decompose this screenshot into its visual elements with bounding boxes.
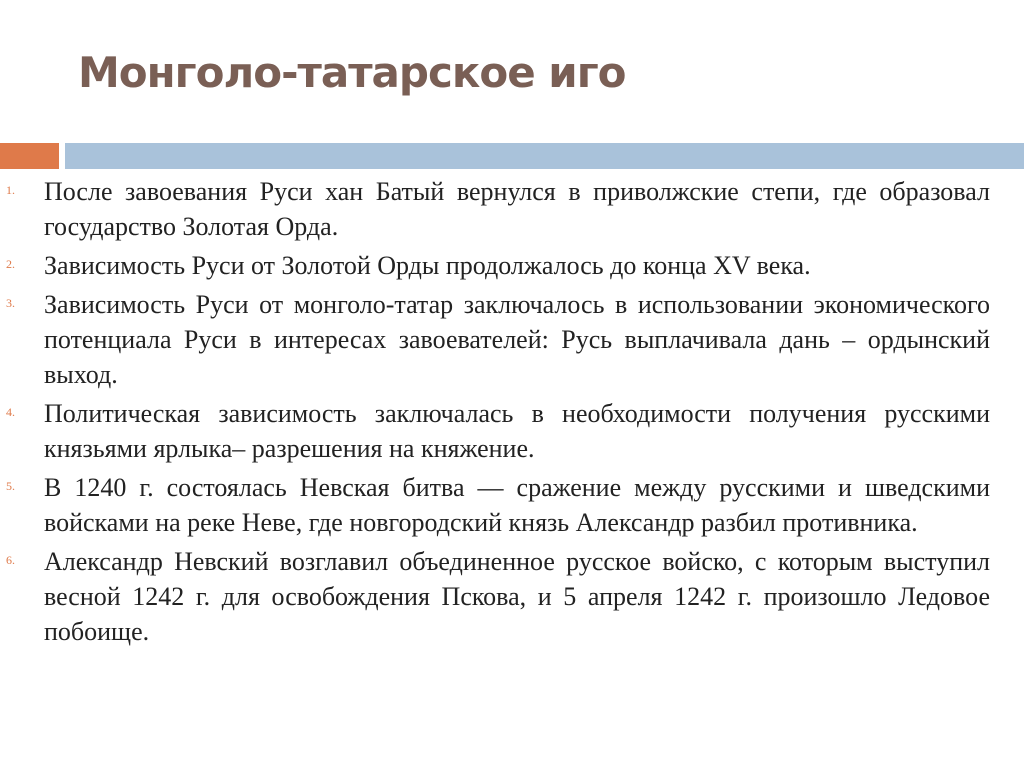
list-item — [0, 248, 990, 283]
slide-title: Монголо-татарское иго — [78, 48, 626, 97]
list-item-number: 3. — [6, 296, 15, 310]
list-item — [0, 174, 990, 244]
accent-bar-orange — [0, 143, 59, 169]
list-item — [0, 287, 990, 392]
list-item — [0, 470, 990, 540]
list-item-text: Зависимость Руси от Золотой Орды продолжалось до конца XV века. — [44, 251, 811, 280]
list-item-text: В 1240 г. состоялась Невская битва — сражение между русскими и шведскими войсками на реке Неве, где новгородский князь Александр разбил противника. — [44, 473, 990, 537]
numbered-list — [0, 174, 990, 653]
list-item-number: 5. — [6, 479, 15, 493]
accent-bar-blue — [65, 143, 1024, 169]
list-item-number: 2. — [6, 257, 15, 271]
list-item-text: Зависимость Руси от монголо-татар заключалось в использовании экономического потенциала Руси в интересах завоевателей: Русь выплачивала дань – ордынский выход. — [44, 290, 990, 389]
list-item-text: После завоевания Руси хан Батый вернулся в приволжские степи, где образовал государство Золотая Орда. — [44, 177, 990, 241]
list-item — [0, 396, 990, 466]
list-item-number: 1. — [6, 183, 15, 197]
list-item-number: 6. — [6, 553, 15, 567]
list-item-text: Александр Невский возглавил объединенное русское войско, с которым выступил весной 1242 г. для освобождения Пскова, и 5 апреля 1242 г. произошло Ледовое побоище. — [44, 547, 990, 646]
list-item — [0, 544, 990, 649]
list-item-text: Политическая зависимость заключалась в необходимости получения русскими князьями ярлыка– разрешения на княжение. — [44, 399, 990, 463]
list-item-number: 4. — [6, 405, 15, 419]
